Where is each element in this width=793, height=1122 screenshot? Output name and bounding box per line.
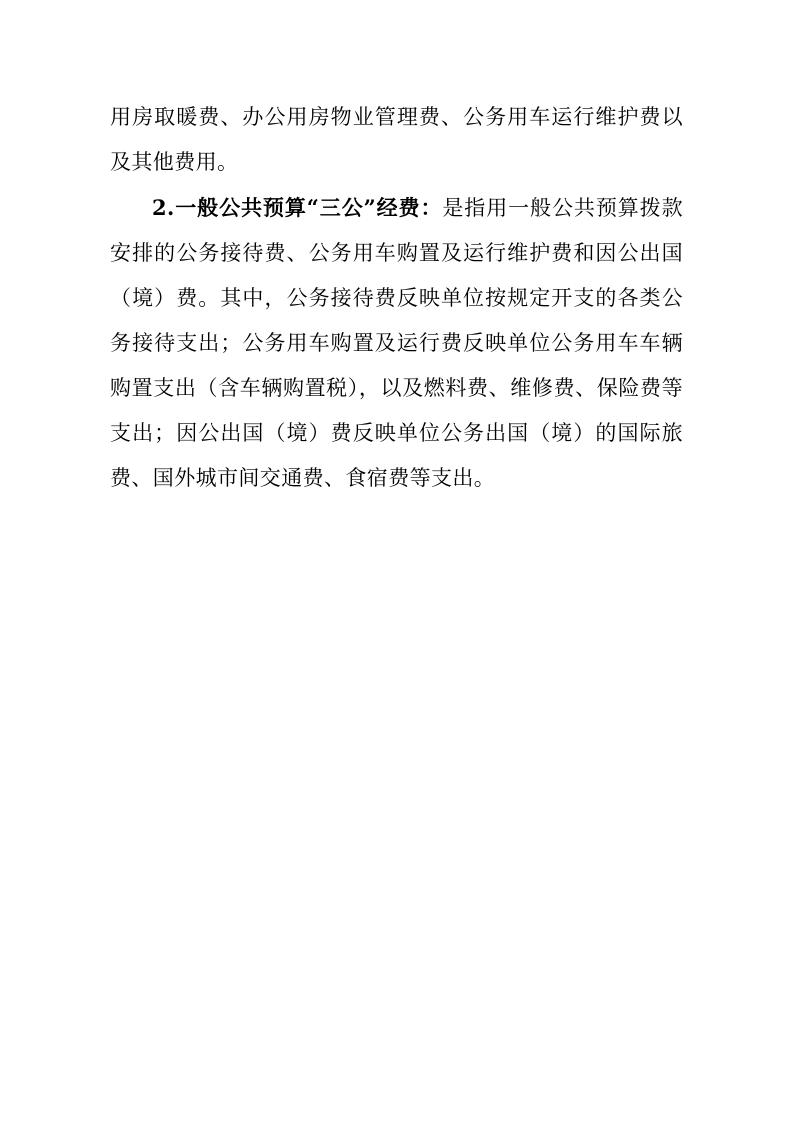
document-body xyxy=(110,95,683,501)
paragraph-definition-item-2 xyxy=(110,185,683,501)
paragraph-continuation: 用房取暖费、办公用房物业管理费、公务用车运行维护费以及其他费用。 xyxy=(110,105,683,174)
definition-text: 是指用一般公共预算拨款安排的公务接待费、公务用车购置及运行维护费和因公出国（境）费。其中，公务接待费反映单位按规定开支的各类公务接待支出；公务用车购置及运行费反映单位公务用车车辆购置支出（含车辆购置税），以及燃料费、维修费、保险费等支出；因公出国（境）费反映单位公务出国（境）的国际旅费、国外城市间交通费、食宿费等支出。 xyxy=(110,196,683,490)
definition-term: 2.一般公共预算“三公”经费： xyxy=(152,195,443,220)
